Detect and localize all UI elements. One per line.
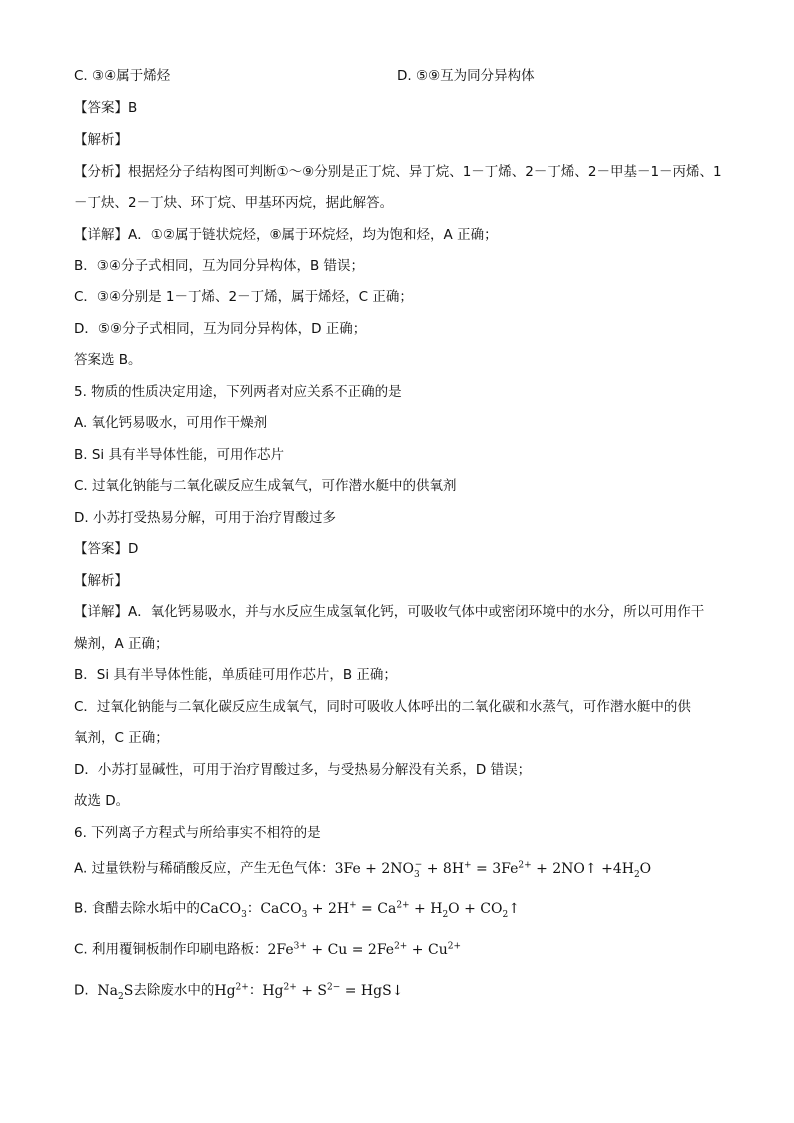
option-d6 [74,978,403,1005]
text-line: D．⑤⑨分子式相同，互为同分异构体，D 正确； [74,321,367,337]
option-c-label: C. 利用覆铜板制作印刷电路板： [74,941,268,958]
option: C. 过氧化钠能与二氧化碳反应生成氧气，可作潜水艇中的供氧剂 [74,478,457,494]
option-d-mid: 去除废水中的 [133,982,215,999]
option-b [74,896,520,923]
option-d-sep: ： [248,982,263,999]
option: A. 氧化钙易吸水，可用作干燥剂 [74,415,268,431]
option-a [74,856,651,883]
text-line: 【详解】A．氧化钙易吸水，并与水反应生成氢氧化钙，可吸收气体中或密闭环境中的水分，所以可用作干 [74,604,705,620]
text-line: 燥剂，A 正确； [74,636,169,652]
text-line: 【答案】D [74,541,139,557]
text-line: C．③④分别是 1－丁烯、2－丁烯，属于烯烃，C 正确； [74,289,413,305]
text-line: C. ③④属于烯烃 [74,68,171,84]
question-title: 5. 物质的性质决定用途，下列两者对应关系不正确的是 [74,384,402,400]
text-line: 氧剂，C 正确； [74,730,169,746]
equation-b: CaCO$_3$ + $2H^+ = Ca^{2+} + H_2O$ + $CO_2↑$ [260,900,520,920]
option: D. 小苏打受热易分解，可用于治疗胃酸过多 [74,510,336,526]
question-title: 6. 下列离子方程式与所给事实不相符的是 [74,825,321,841]
formula-na2s: $Na_2S$ [92,982,134,1002]
formula-hg: $Hg^{2+}$ [214,982,249,999]
text-line: 答案选 B。 [74,352,142,368]
option-b-sep: ： [246,900,261,917]
text-line: 【答案】B [74,100,138,116]
equation-c: $2Fe^{3+} + Cu = 2Fe^{2+} + Cu^{2+}$ [267,941,461,958]
option-c [74,937,461,959]
text-line: 【分析】根据烃分子结构图可判断①～⑨分别是正丁烷、异丁烷、1－丁烯、2－丁烯、2－甲基－1－丙烯、1 [74,164,722,180]
text-line: C．过氧化钠能与二氧化碳反应生成氧气，同时可吸收人体呼出的二氧化碳和水蒸气，可作潜水艇中的供 [74,699,691,715]
equation-a: $3Fe + 2NO_3^- + 8H^+ = 3Fe^{2+}$ + 2NO↑ $+4H_2O$ [334,860,652,880]
option-d: D. ⑤⑨互为同分异构体 [397,68,535,84]
option-d-label: D. [74,982,93,999]
option-b-label: B. 食醋去除水垢中的 [74,900,200,917]
formula-caco3: CaCO$_3$ [199,900,247,920]
text-line: B．③④分子式相同，互为同分异构体，B 错误； [74,258,365,274]
option-a-label: A. 过量铁粉与稀硝酸反应，产生无色气体： [74,860,335,877]
equation-d: $Hg^{2+} + S^{2-}$ = HgS↓ [262,982,404,999]
text-line: 故选 D。 [74,793,130,809]
text-line: 【解析】 [74,573,128,589]
text-line: 【详解】A．①②属于链状烷烃，⑧属于环烷烃，均为饱和烃，A 正确； [74,227,498,243]
text-line: B．Si 具有半导体性能，单质硅可用作芯片，B 正确； [74,667,397,683]
text-line: 【解析】 [74,132,128,148]
option: B. Si 具有半导体性能，可用作芯片 [74,447,284,463]
text-line: －丁炔、2－丁炔、环丁烷、甲基环丙烷，据此解答。 [74,195,394,211]
text-line: D．小苏打显碱性，可用于治疗胃酸过多，与受热易分解没有关系，D 错误； [74,762,532,778]
